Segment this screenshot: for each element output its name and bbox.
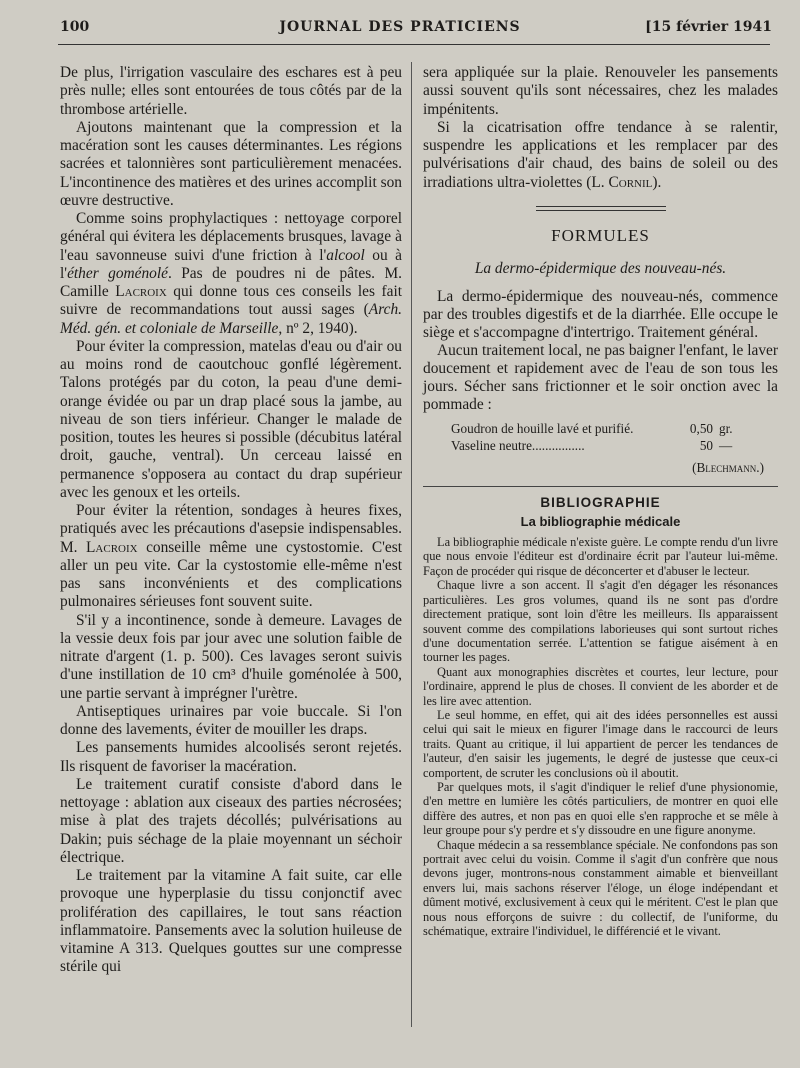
right-paragraph-2 (423, 119, 778, 192)
biblio-paragraph-6: Chaque médecin a sa ressemblance spéciale. Ne confondons pas son portrait avec celui du voisin. Comme il s'agit d'un confrère que nous devons juger, montrons-nous constamment aimable et bienveillant envers lui, mais sachons réserver l'éloge, un éloge indépendant et dûment motivé, exclusivement à ceux qui le méritent. C'est le plan que nous nous efforçons de suivre : du collectif, de l'uniforme, du schématique, extraire l'individuel, le différencié et le vivant. (423, 837, 778, 939)
ingredient-quantity: 50 (699, 438, 713, 454)
issue-date: [15 février 1941 (645, 19, 772, 35)
text-span: , nº 2, 1940). (278, 319, 358, 337)
author-name: Lacroix (115, 283, 167, 300)
left-paragraph-7: Antiseptiques urinaires par voie buccale. Si l'on donne des lavements, éviter de mouiller les draps. (60, 702, 402, 738)
ingredient-unit: gr. (719, 421, 733, 437)
formules-paragraph-1: La dermo-épidermique des nouveau-nés, commence par des troubles digestifs et de la diarrhée. Elle occupe le siège et s'accompagne d'intertrigo. Traitement général. (423, 288, 778, 342)
author-name: Blechmann (696, 460, 757, 476)
text-span: ou à l' (60, 246, 403, 282)
biblio-paragraph-2: Chaque livre a son accent. Il s'agit d'en dégager les résonances particulières. Les gros volumes, quand ils ne sont pas d'ordre directement pratique, sont loin d'être les meilleurs. Ils apparaissent souvent comme des compilations laborieuses qui sont surtout riches d'une documentation serrée. L'attention se fatigue aisément à en tourner les pages. (423, 578, 778, 665)
journal-reference: Arch. Méd. gén. et coloniale de Marseille (60, 301, 402, 337)
text-span: ). (652, 173, 662, 191)
formules-paragraph-2: Aucun traitement local, ne pas baigner l'enfant, le laver doucement et rapidement avec de l'eau de son tous les jours. Sécher sans frictionner et le soir onction avec la pommade : (423, 342, 778, 414)
text-span: conseille même une cystostomie. C'est aller un peu vite. Car la cystostomie elle-même n'est pas sans inconvénients et des complications pulmonaires sérieuses font souvent suite. (60, 538, 402, 611)
header-rule (58, 44, 770, 45)
left-paragraph-8: Les pansements humides alcoolisés seront rejetés. Ils risquent de favoriser la macération. (60, 739, 402, 775)
left-column (60, 64, 402, 977)
left-paragraph-10: Le traitement par la vitamine A fait suite, car elle provoque une hyperplasie du tissu conjonctif avec prolifération des capillaires, le tout sans réaction inflammatoire. Pansements avec la solution huileuse de vitamine A 313. Quelques gouttes sur une compresse stérile qui (60, 867, 402, 976)
biblio-paragraph-3: Quant aux monographies discrètes et courtes, leur lecture, pour l'ordinaire, apprend le plus de choses. Il convient de les aborder et de les lire avec attention. (423, 664, 778, 708)
left-paragraph-6: S'il y a incontinence, sonde à demeure. Lavages de la vessie deux fois par jour avec une solution faible de nitrate d'argent (1. p. 500). Ces lavages seront suivis d'une instillation de 10 cm³ d'huile goménolée à 500, une partie servant à imprégner l'urètre. (60, 611, 402, 702)
section-rule (423, 486, 778, 487)
right-paragraph-1: sera appliquée sur la plaie. Renouveler les pansements aussi souvent qu'ils sont nécessaires, chez les malades impénitents. (423, 64, 778, 118)
page-number: 100 (60, 19, 90, 35)
bibliographie-heading: BIBLIOGRAPHIE (540, 495, 661, 511)
text-span: .) (756, 460, 764, 476)
left-paragraph-9: Le traitement curatif consiste d'abord dans le nettoyage : ablation aux ciseaux des parties nécrosées; mise à plat des trajets décollés; pulvérisations au Dakin; puis séchage de la plaie moyennant un séchoir électrique. (60, 775, 402, 866)
prescription-row (451, 420, 778, 437)
prescription-row (451, 437, 778, 454)
biblio-paragraph-4: Le seul homme, en effet, qui ait des idées personnelles est aussi celui qui sait le mieux en figurer l'image dans le raccourci de leurs traits. Quant au critique, il lui appartient de percer les tendances de l'auteur, d'en saisir les jugements, le degré de justesse que ceux-ci comportent, de scruter les conclusions où il aboutit. (423, 707, 778, 780)
text-span: Si la cicatrisation offre tendance à se ralentir, suspendre les applications et les remplacer par des pulvérisations d'air chaud, des bains de soleil ou des irradiations ultra-violettes (L. (423, 118, 778, 191)
section-separator (536, 206, 666, 211)
text-span: qui donne tous ces conseils les fait suivre de recommandations tout aussi sages ( (60, 283, 402, 319)
column-divider (411, 62, 412, 1027)
formules-heading: FORMULES (551, 226, 650, 246)
bibliographie-subheading: La bibliographie médicale (520, 514, 681, 530)
biblio-paragraph-5: Par quelques mots, il s'agit d'indiquer le relief d'une physionomie, d'en mettre en lumière les côtés particuliers, de montrer en quoi elle diffère des autres, et non pas en quoi elle s'en rapproche et se mêle à leur groupe pour s'y perdre et s'y dissoudre en une figure anonyme. (423, 779, 778, 838)
text-span: ( (692, 460, 697, 476)
ingredient-name: Goudron de houille lavé et purifié. (451, 421, 634, 437)
left-paragraph-2: Ajoutons maintenant que la compression et la macération sont les causes déterminantes. Les régions sacrées et talonnières sont particulièrement menacées. L'incontinence des matières et des urines accomplit son œuvre destructive. (60, 118, 402, 209)
prescription-list (451, 420, 778, 454)
prescription-signature (423, 460, 764, 476)
text-span: Pour éviter la rétention, sondages à heures fixes, pratiqués avec les précautions d'asepsie indispensables. M. (60, 502, 402, 556)
journal-title: JOURNAL DES PRATICIENS (279, 19, 521, 35)
author-name: Cornil (608, 173, 653, 191)
left-paragraph-3 (60, 210, 402, 338)
text-span: Comme soins prophylactiques : nettoyage corporel général qui évitera les déplacements brusques, lavage à l'eau savonneuse suivi d'une friction à l' (60, 210, 402, 264)
left-paragraph-1: De plus, l'irrigation vasculaire des eschares est à peu près nulle; elles sont entourées de tous côtés par de la thrombose artérielle. (60, 64, 402, 118)
ingredient-name: Vaseline neutre................ (451, 438, 585, 454)
ingredient-unit: — (719, 438, 733, 454)
ingredient-quantity: 0,50 (689, 421, 713, 437)
page-header (0, 0, 800, 40)
left-paragraph-5 (60, 502, 402, 612)
left-paragraph-4: Pour éviter la compression, matelas d'eau ou d'air ou au moins rond de caoutchouc gonflé légèrement. Talons protégés par du coton, la peau d'une demi-orange évidée ou par un drap placé sous la jambe, au niveau de son tiers inférieur. Changer le malade de position, toutes les heures si possible (décubitus latéral droit, gauche, ventral). Un cerceau laissé en permanence s'opposera au contact du drap supérieur avec les genoux et les orteils. (60, 337, 402, 501)
text-span: . Pas de poudres ni de pâtes. M. Camille (60, 264, 402, 300)
right-column (423, 64, 778, 938)
italic-term-alcool: alcool (326, 246, 365, 264)
italic-term-ether: éther goménolé (67, 264, 168, 282)
author-name: Lacroix (86, 538, 138, 556)
formules-subheading: La dermo-épidermique des nouveau-nés. (474, 260, 727, 278)
biblio-paragraph-1: La bibliographie médicale n'existe guère. Le compte rendu d'un livre que nous envoie l'éditeur est d'ordinaire écrit par l'auteur lui-même. Façon de procéder qui risque de déconcerter et d'abuser le lecteur. (423, 535, 778, 578)
